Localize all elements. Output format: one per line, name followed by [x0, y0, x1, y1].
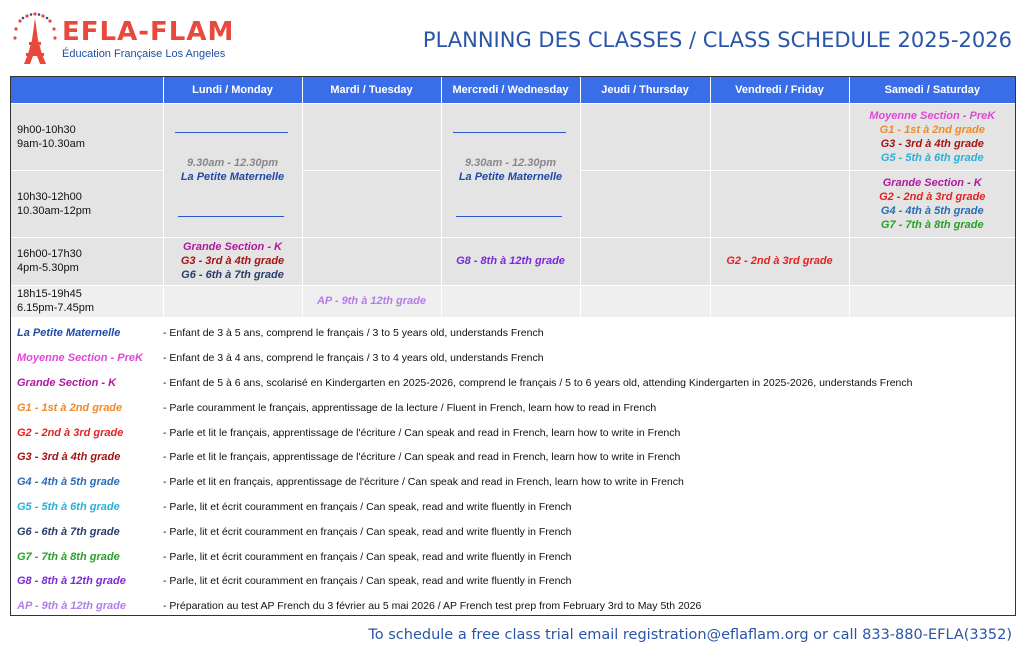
legend-key: G8 - 8th à 12th grade: [17, 575, 126, 588]
time-en: 10.30am-12pm: [17, 204, 91, 217]
saturday-slot2: [849, 170, 1015, 237]
empty-cell: [302, 237, 441, 285]
divider-line: [175, 132, 288, 133]
header-monday: Lundi / Monday: [163, 77, 302, 103]
time-fr: 9h00-10h30: [17, 123, 76, 136]
class-label: Moyenne Section - PreK: [869, 109, 996, 122]
legend-key: La Petite Maternelle: [17, 327, 121, 340]
level-legend: [11, 321, 1015, 619]
legend-key: Moyenne Section - PreK: [17, 352, 143, 365]
schedule-table: [11, 77, 1015, 317]
time-cell: [11, 285, 163, 317]
monday-morning-class: [163, 103, 302, 237]
class-label: G3 - 3rd à 4th grade: [180, 255, 285, 267]
empty-cell: [302, 170, 441, 237]
schedule-header-row: [11, 77, 1015, 103]
legend-key: G6 - 6th à 7th grade: [17, 525, 120, 538]
friday-afternoon-class: [710, 237, 849, 285]
class-label: La Petite Maternelle: [458, 171, 563, 183]
legend-description: - Préparation au test AP French du 3 février au 5 mai 2026 / AP French test prep from February 3rd to May 5th 2026: [163, 600, 702, 613]
class-label: G6 - 6th à 7th grade: [181, 269, 284, 281]
empty-cell: [163, 285, 302, 317]
legend-key: AP - 9th à 12th grade: [17, 600, 127, 613]
class-label: G5 - 5th à 6th grade: [880, 151, 984, 164]
legend-description: - Parle et lit le français, apprentissage de l'écriture / Can speak and read in French, learn how to write in French: [163, 426, 681, 439]
legend-key: G2 - 2nd à 3rd grade: [17, 426, 124, 439]
legend-row: [11, 519, 1015, 544]
legend-description: - Enfant de 5 à 6 ans, scolarisé en Kindergarten en 2025-2026, comprend le français / 5 to 6 years old, attending Kindergarten in 2025-2026, understands French: [163, 376, 913, 389]
logo-title: EFLA-FLAM: [62, 17, 235, 47]
empty-cell: [710, 103, 849, 170]
monday-afternoon-class: [163, 237, 302, 285]
legend-row: [11, 495, 1015, 520]
class-label: G2 - 2nd à 3rd grade: [726, 255, 833, 267]
empty-cell: [849, 237, 1015, 285]
empty-cell: [580, 237, 710, 285]
legend-description: - Parle couramment le français, apprentissage de la lecture / Fluent in French, learn how to read in French: [163, 401, 657, 414]
wednesday-afternoon-class: [441, 237, 580, 285]
class-label: G7 - 7th à 8th grade: [880, 218, 984, 231]
header-tuesday: Mardi / Tuesday: [302, 77, 441, 103]
legend-row: [11, 569, 1015, 594]
legend-description: - Parle et lit le français, apprentissage de l'écriture / Can speak and read in French, learn how to write in French: [163, 451, 681, 464]
class-label: La Petite Maternelle: [180, 171, 285, 183]
legend-description: - Parle et lit en français, apprentissage de l'écriture / Can speak and read in French, learn how to write in French: [163, 476, 684, 489]
page-title: PLANNING DES CLASSES / CLASS SCHEDULE 2025-2026: [422, 28, 1012, 52]
class-label: G2 - 2nd à 3rd grade: [879, 190, 986, 203]
time-en: 9am-10.30am: [17, 137, 85, 150]
table-row: [11, 103, 1015, 170]
legend-description: - Parle, lit et écrit couramment en français / Can speak, read and write fluently in French: [163, 525, 572, 538]
table-row: [11, 285, 1015, 317]
empty-cell: [710, 285, 849, 317]
empty-cell: [441, 285, 580, 317]
header-thursday: Jeudi / Thursday: [580, 77, 710, 103]
legend-row: [11, 594, 1015, 619]
legend-row: [11, 371, 1015, 396]
time-en: 6.15pm-7.45pm: [17, 302, 95, 315]
wednesday-morning-class: [441, 103, 580, 237]
class-label: Grande Section - K: [882, 176, 982, 189]
class-time: 9.30am - 12.30pm: [186, 157, 279, 169]
legend-row: [11, 346, 1015, 371]
empty-cell: [849, 285, 1015, 317]
class-time: 9.30am - 12.30pm: [464, 157, 557, 169]
header-saturday: Samedi / Saturday: [849, 77, 1015, 103]
legend-row: [11, 470, 1015, 495]
legend-row: [11, 395, 1015, 420]
logo-subtitle: Éducation Française Los Angeles: [62, 48, 226, 60]
legend-key: G7 - 7th à 8th grade: [17, 550, 120, 563]
class-label: G1 - 1st à 2nd grade: [879, 123, 985, 136]
class-label: G8 - 8th à 12th grade: [456, 255, 565, 267]
time-fr: 18h15-19h45: [17, 288, 82, 301]
legend-description: - Parle, lit et écrit couramment en français / Can speak, read and write fluently in French: [163, 550, 572, 563]
class-label: G3 - 3rd à 4th grade: [880, 137, 984, 150]
schedule-frame: [10, 76, 1016, 616]
empty-cell: [302, 103, 441, 170]
legend-description: - Parle, lit et écrit couramment en français / Can speak, read and write fluently in French: [163, 575, 572, 588]
legend-row: [11, 420, 1015, 445]
header-corner: [11, 77, 163, 103]
legend-description: - Enfant de 3 à 5 ans, comprend le français / 3 to 5 years old, understands French: [163, 327, 544, 340]
divider-line: [178, 216, 284, 217]
logo: [12, 10, 252, 68]
legend-row: [11, 321, 1015, 346]
time-cell: [11, 103, 163, 170]
page-header: [0, 0, 1024, 72]
divider-line: [453, 132, 566, 133]
legend-description: - Enfant de 3 à 4 ans, comprend le français / 3 to 4 years old, understands French: [163, 352, 544, 365]
time-en: 4pm-5.30pm: [17, 262, 79, 274]
empty-cell: [580, 170, 710, 237]
table-row: [11, 237, 1015, 285]
divider-line: [456, 216, 562, 217]
legend-key: G5 - 5th à 6th grade: [17, 500, 120, 513]
time-cell: [11, 170, 163, 237]
class-label: Grande Section - K: [182, 241, 283, 253]
header-wednesday: Mercredi / Wednesday: [441, 77, 580, 103]
legend-key: G3 - 3rd à 4th grade: [17, 451, 121, 464]
class-label: G4 - 4th à 5th grade: [880, 204, 984, 217]
legend-row: [11, 445, 1015, 470]
time-fr: 10h30-12h00: [17, 190, 82, 203]
legend-description: - Parle, lit et écrit couramment en français / Can speak, read and write fluently in French: [163, 500, 572, 513]
time-fr: 16h00-17h30: [17, 248, 82, 260]
footer-contact: To schedule a free class trial email registration@eflaflam.org or call 833-880-EFLA(3352): [368, 627, 1012, 643]
saturday-slot1: [849, 103, 1015, 170]
legend-key: G4 - 4th à 5th grade: [17, 476, 120, 489]
tuesday-evening-class: [302, 285, 441, 317]
eiffel-tower-icon: [12, 10, 58, 66]
legend-row: [11, 544, 1015, 569]
empty-cell: [710, 170, 849, 237]
time-cell: [11, 237, 163, 285]
legend-key: G1 - 1st à 2nd grade: [17, 401, 123, 414]
class-label: AP - 9th à 12th grade: [316, 295, 426, 308]
legend-key: Grande Section - K: [17, 376, 117, 389]
empty-cell: [580, 103, 710, 170]
empty-cell: [580, 285, 710, 317]
header-friday: Vendredi / Friday: [710, 77, 849, 103]
